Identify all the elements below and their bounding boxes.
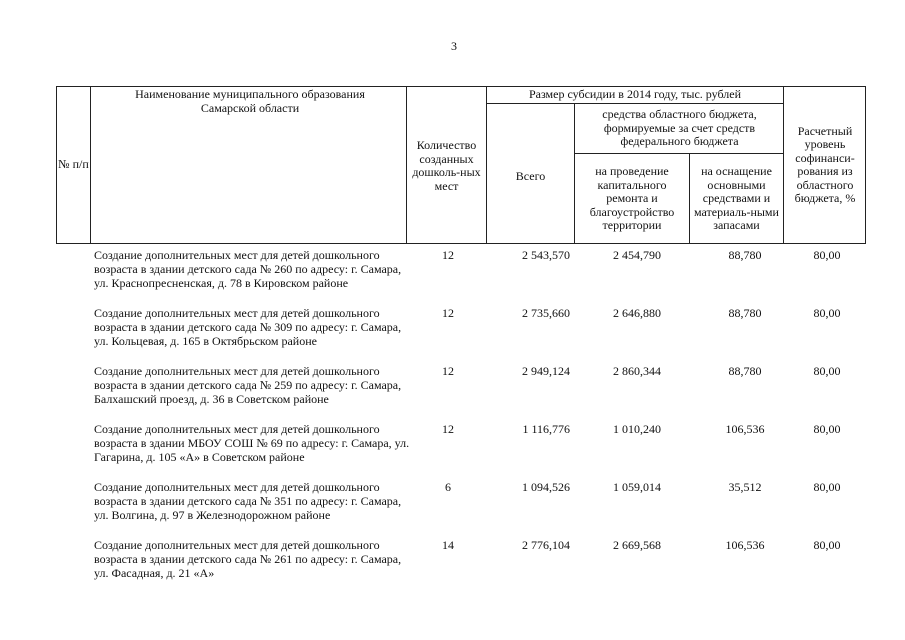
row-total: 2 949,124	[522, 364, 570, 378]
row-level: 80,00	[813, 364, 841, 378]
row-count: 14	[442, 538, 454, 552]
row-equip: 106,536	[725, 538, 765, 552]
row-level: 80,00	[813, 538, 841, 552]
row-name: Создание дополнительных мест для детей дошкольного возраста в здании детского сада № 309 по адресу: г. Самара, ул. Кольцевая, д. 165 в Октябрьском районе	[94, 306, 402, 348]
row-repair: 2 646,880	[613, 306, 661, 320]
row-name: Создание дополнительных мест для детей дошкольного возраста в здании детского сада № 351 по адресу: г. Самара, ул. Волгина, д. 97 в Железнодорожном районе	[94, 480, 402, 522]
divider-num-name	[90, 86, 91, 244]
table-row	[56, 364, 866, 422]
table-body	[56, 248, 866, 596]
row-count: 12	[442, 248, 454, 262]
row-level: 80,00	[813, 248, 841, 262]
row-count: 12	[442, 306, 454, 320]
row-name: Создание дополнительных мест для детей дошкольного возраста в здании МБОУ СОШ № 69 по адресу: г. Самара, ул. Гагарина, д. 105 «А» в Советском районе	[94, 422, 410, 464]
row-repair: 1 059,014	[613, 480, 661, 494]
row-name: Создание дополнительных мест для детей дошкольного возраста в здании детского сада № 260 по адресу: г. Самара, ул. Краснопресненская, д. 78 в Кировском районе	[94, 248, 402, 290]
divider-equip-level	[783, 86, 784, 244]
table-row	[56, 248, 866, 306]
header-num: № п/п	[58, 156, 89, 171]
row-count: 12	[442, 422, 454, 436]
header-count: Количество созданных дошколь-ных мест	[412, 138, 481, 193]
header-subsidy-group: Размер субсидии в 2014 году, тыс. рублей	[528, 87, 741, 102]
row-repair: 1 010,240	[613, 422, 661, 436]
row-level: 80,00	[813, 422, 841, 436]
header-name: Наименование муниципального образования Самарской области	[135, 87, 365, 115]
border-right	[865, 86, 866, 244]
row-name: Создание дополнительных мест для детей дошкольного возраста в здании детского сада № 261 по адресу: г. Самара, ул. Фасадная, д. 21 «А»	[94, 538, 402, 580]
header-equip: на оснащение основными средствами и материаль-ными запасами	[694, 164, 779, 233]
table-row	[56, 306, 866, 364]
row-equip: 88,780	[728, 248, 762, 262]
row-repair: 2 454,790	[613, 248, 661, 262]
row-total: 2 776,104	[522, 538, 570, 552]
row-total: 2 543,570	[522, 248, 570, 262]
header-repair: на проведение капитального ремонта и благоустройство территории	[589, 164, 675, 233]
row-level: 80,00	[813, 480, 841, 494]
row-level: 80,00	[813, 306, 841, 320]
row-repair: 2 860,344	[613, 364, 661, 378]
row-count: 6	[445, 480, 451, 494]
table-row	[56, 422, 866, 480]
row-repair: 2 669,568	[613, 538, 661, 552]
row-name: Создание дополнительных мест для детей дошкольного возраста в здании детского сада № 259 по адресу: г. Самара, Балхашский проезд, д. 36 в Советском районе	[94, 364, 402, 406]
header-federal-group: средства областного бюджета, формируемые за счет средств федерального бюджета	[602, 107, 757, 149]
row-total: 2 735,660	[522, 306, 570, 320]
row-count: 12	[442, 364, 454, 378]
header-total: Всего	[515, 168, 546, 183]
row-equip: 106,536	[725, 422, 765, 436]
table-row	[56, 538, 866, 596]
table-row	[56, 480, 866, 538]
row-equip: 35,512	[728, 480, 762, 494]
row-equip: 88,780	[728, 364, 762, 378]
row-total: 1 116,776	[522, 422, 570, 436]
header-level: Расчетный уровень софинанси-рования из областного бюджета, %	[794, 123, 856, 205]
page-number: 3	[451, 39, 457, 53]
row-equip: 88,780	[728, 306, 762, 320]
row-total: 1 094,526	[522, 480, 570, 494]
table-header	[56, 86, 866, 244]
